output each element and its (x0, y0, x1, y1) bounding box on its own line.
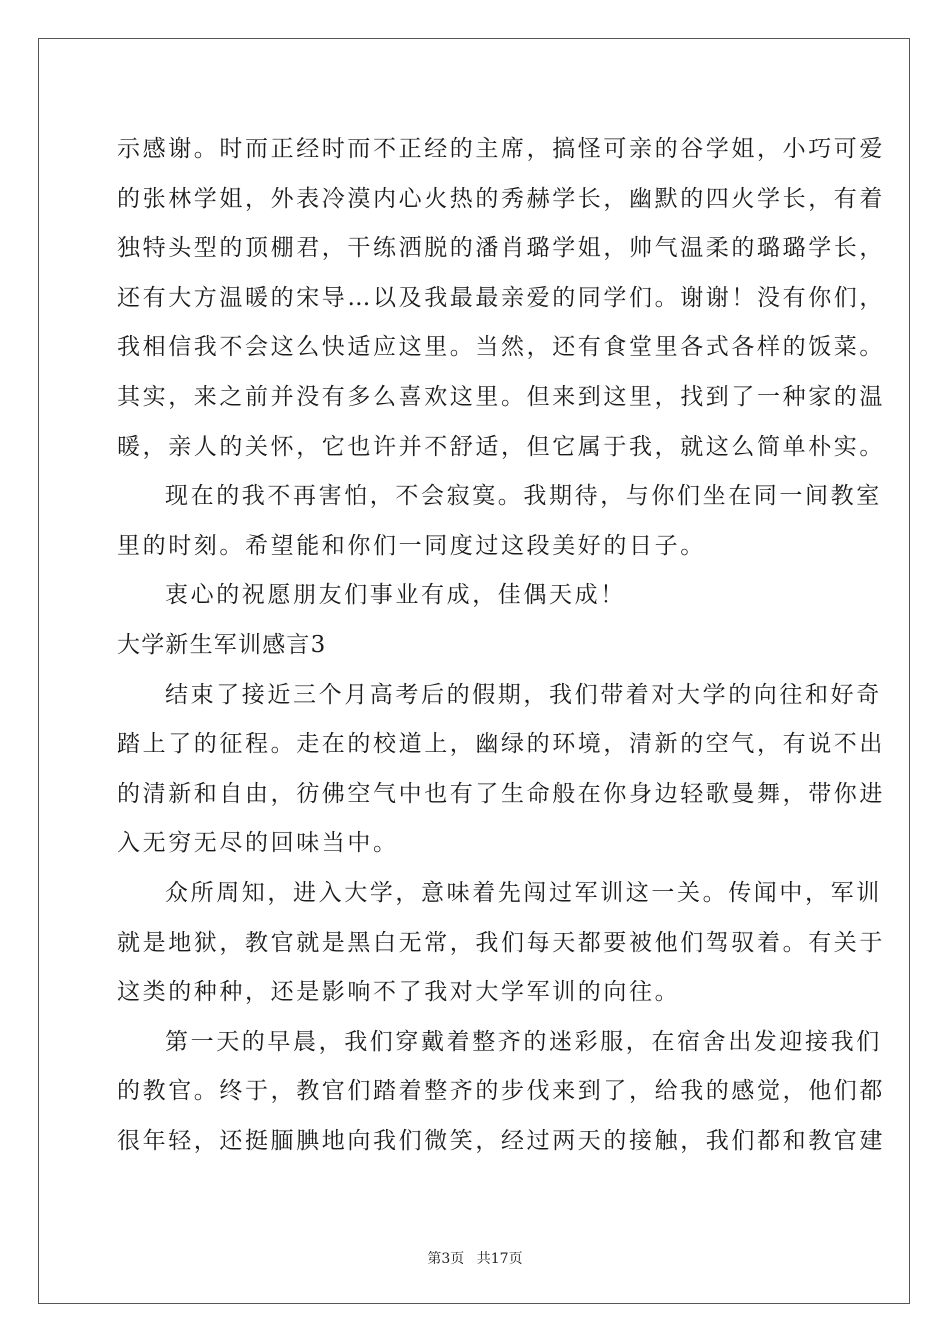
text-line: 众所周知，进入大学，意味着先闯过军训这一关。传闻中，军训 (165, 879, 882, 906)
text-line: 独特头型的顶棚君，干练洒脱的潘肖璐学姐，帅气温柔的璐璐学长， (117, 235, 885, 262)
page-footer (0, 1248, 950, 1268)
text-line: 第一天的早晨，我们穿戴着整齐的迷彩服，在宿舍出发迎接我们 (165, 1028, 882, 1055)
page-number: 第3页 (427, 1251, 465, 1267)
text-line: 我相信我不会这么快适应这里。当然，还有食堂里各式各样的饭菜。 (117, 334, 885, 361)
text-line: 现在的我不再害怕，不会寂寞。我期待，与你们坐在同一间教室 (165, 483, 882, 510)
text-line: 暖，亲人的关怀，它也许并不舒适，但它属于我，就这么简单朴实。 (117, 433, 885, 460)
text-line: 入无穷无尽的回味当中。 (117, 830, 399, 857)
text-line: 结束了接近三个月高考后的假期，我们带着对大学的向往和好奇 (165, 681, 882, 708)
text-line: 很年轻，还挺腼腆地向我们微笑，经过两天的接触，我们都和教官建 (117, 1127, 885, 1154)
text-line: 里的时刻。希望能和你们一同度过这段美好的日子。 (117, 532, 706, 559)
text-line: 其实，来之前并没有多么喜欢这里。但来到这里，找到了一种家的温 (117, 383, 885, 410)
section-heading: 大学新生军训感言3 (117, 631, 327, 658)
text-line: 衷心的祝愿朋友们事业有成，佳偶天成！ (165, 582, 626, 609)
text-line: 的张林学姐，外表冷漠内心火热的秀赫学长，幽默的四火学长，有着 (117, 185, 885, 212)
text-line: 就是地狱，教官就是黑白无常，我们每天都要被他们驾驭着。有关于 (117, 929, 885, 956)
text-line: 的清新和自由，彷佛空气中也有了生命般在你身边轻歌曼舞，带你进 (117, 780, 885, 807)
text-line: 的教官。终于，教官们踏着整齐的步伐来到了，给我的感觉，他们都 (117, 1078, 885, 1105)
document-body (117, 125, 885, 1166)
text-line: 还有大方温暖的宋导…以及我最最亲爱的同学们。谢谢！没有你们， (117, 284, 885, 311)
text-line: 踏上了的征程。走在的校道上，幽绿的环境，清新的空气，有说不出 (117, 731, 885, 758)
total-pages: 共17页 (476, 1251, 523, 1267)
text-line: 这类的种种，还是影响不了我对大学军训的向往。 (117, 979, 681, 1006)
text-line: 示感谢。时而正经时而不正经的主席，搞怪可亲的谷学姐，小巧可爱 (117, 136, 885, 162)
